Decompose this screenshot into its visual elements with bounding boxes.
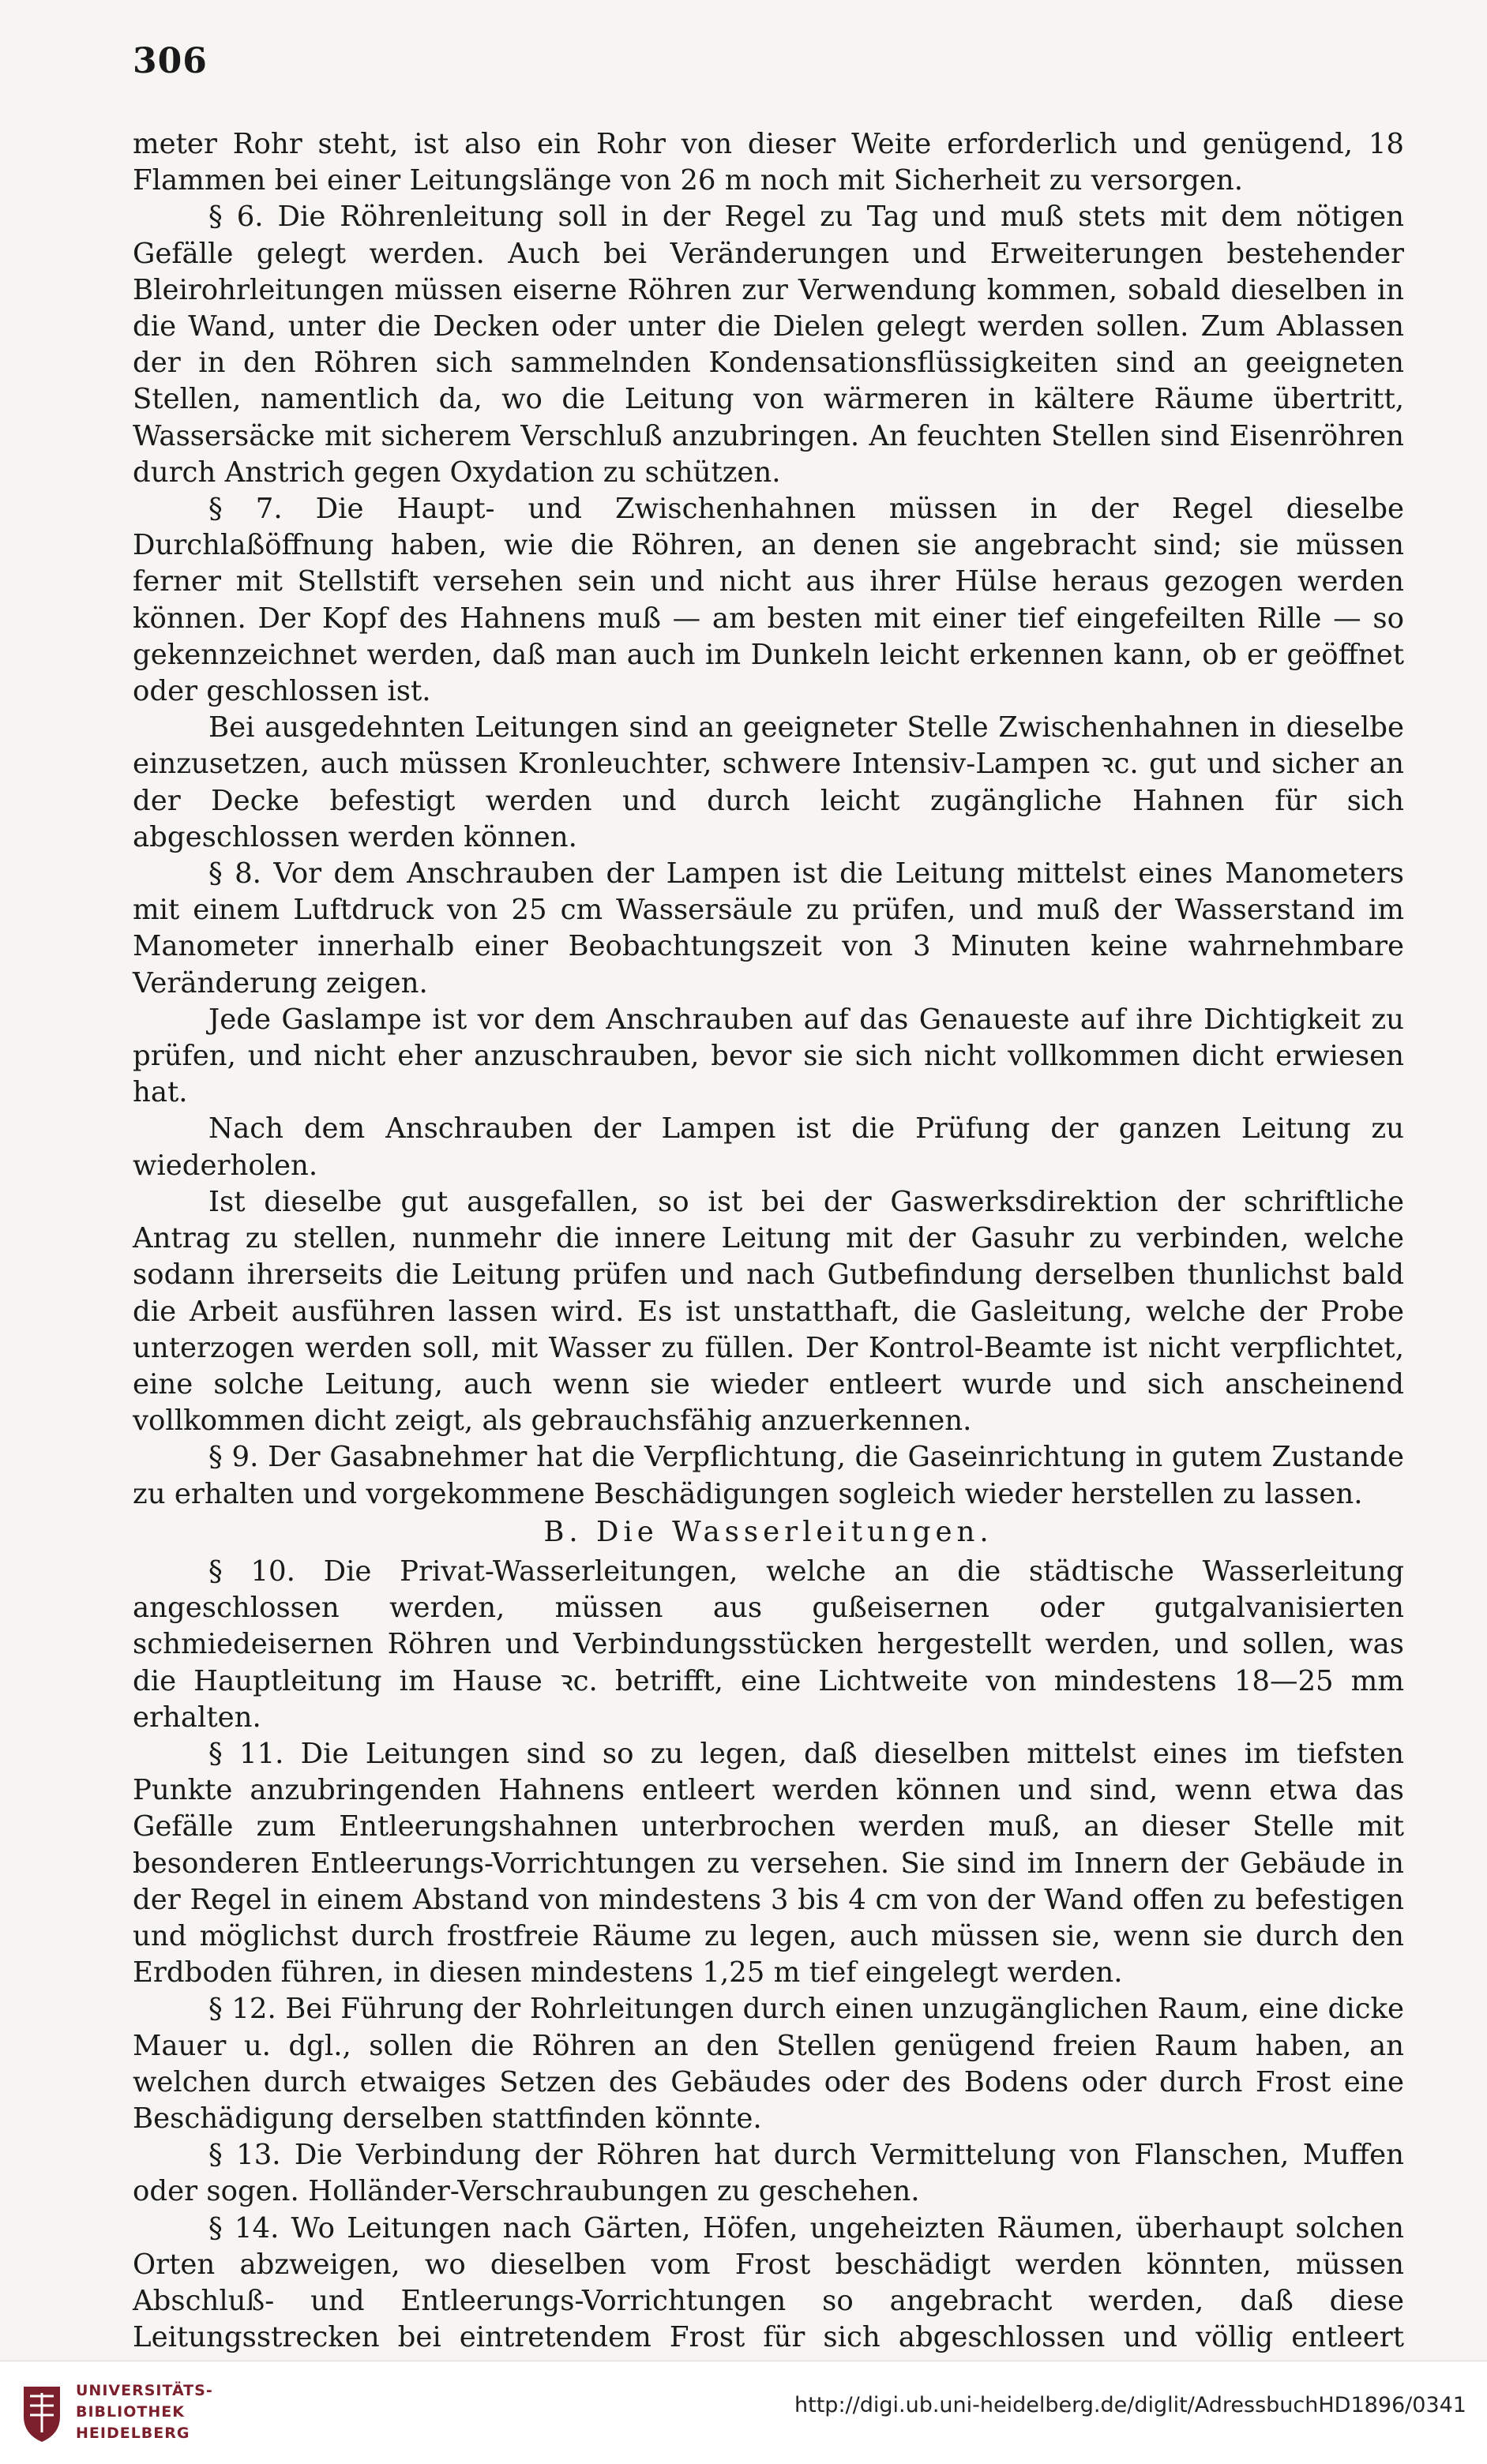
section-heading: B. Die Wasserleitungen. <box>543 1515 993 1548</box>
logo-line: HEIDELBERG <box>76 2425 190 2442</box>
paragraph-section-11: § 11. Die Leitungen sind so zu legen, daß dieselben mittelst eines im tiefsten Punkte anzubringenden Hahnens entleert werden können und sind, wenn etwa das Gefälle zum Entleerungshahnen unterbrochen werden muß, an dieser Stelle mit besonderen Entleerungs-Vorrichtungen zu versehen. Sie sind im Innern der Gebäude in der Regel in einem Abstand von mindestens 3 bis 4 cm von der Wand offen zu befestigen und möglichst durch frostfreie Räume zu legen, auch müssen sie, wenn sie durch den Erdboden führen, in diesen mindestens 1,25 m tief eingelegt werden. <box>133 1737 1404 1990</box>
footer-bar <box>0 2361 1487 2464</box>
paragraph: Jede Gaslampe ist vor dem Anschrauben auf das Genaueste auf ihre Dichtigkeit zu prüfen, und nicht eher anzuschrauben, bevor sie sich nicht vollkommen dicht erwiesen hat. <box>133 1003 1404 1109</box>
page-number: 306 <box>133 41 208 81</box>
paragraph-section-10: § 10. Die Privat-Wasserleitungen, welche an die städtische Wasserleitung angeschlossen werden, müssen aus gußeisernen oder gutgalvanisierten schmiedeisernen Röhren und Verbindungsstücken hergestellt werden, und sollen, was die Hauptleitung im Hause ꝛc. betrifft, eine Lichtweite von mindestens 18—25 mm erhalten. <box>133 1555 1404 1734</box>
paragraph-section-7: § 7. Die Haupt- und Zwischenhahnen müssen in der Regel dieselbe Durchlaßöffnung haben, wie die Röhren, an denen sie angebracht sind; sie müssen ferner mit Stellstift versehen sein und nicht aus ihrer Hülse heraus gezogen werden können. Der Kopf des Hahnens muß — am besten mit einer tief eingefeilten Rille — so gekennzeichnet werden, daß man auch im Dunkeln leicht erkennen kann, ob er geöffnet oder geschlossen ist. <box>133 493 1404 708</box>
logo-line: BIBLIOTHEK <box>76 2403 185 2421</box>
paragraph-section-14: § 14. Wo Leitungen nach Gärten, Höfen, ungeheizten Räumen, überhaupt solchen Orten abzweigen, wo dieselben vom Frost beschädigt werden könnten, müssen Abschluß- und Entleerungs-Vorrichtungen so angebracht werden, daß diese Leitungsstrecken bei eintretendem Frost für sich abgeschlossen und völlig entleert <box>133 2211 1404 2354</box>
paragraph-section-13: § 13. Die Verbindung der Röhren hat durch Vermittelung von Flanschen, Muffen oder sogen. Holländer-Verschraubungen zu geschehen. <box>133 2139 1404 2208</box>
paragraph: meter Rohr steht, ist also ein Rohr von dieser Weite erforderlich und genügend, 18 Flammen bei einer Leitungslänge von 26 m noch mit Sicherheit zu versorgen. <box>133 128 1404 197</box>
paragraph-section-8: § 8. Vor dem Anschrauben der Lampen ist die Leitung mittelst eines Manometers mit einem Luftdruck von 25 cm Wassersäule zu prüfen, und muß der Wasserstand im Manometer innerhalb einer Beobachtungszeit von 3 Minuten keine wahrnehmbare Veränderung zeigen. <box>133 857 1404 999</box>
paragraph-section-6: § 6. Die Röhrenleitung soll in der Regel zu Tag und muß stets mit dem nötigen Gefälle gelegt werden. Auch bei Veränderungen und Erweiterungen bestehender Bleirohrleitungen müssen eiserne Röhren zur Verwendung kommen, sobald dieselben in die Wand, unter die Decken oder unter die Dielen gelegt werden sollen. Zum Ablassen der in den Röhren sich sammelnden Kondensationsflüssigkeiten sind an geeigneten Stellen, namentlich da, wo die Leitung von wärmeren in kältere Räume übertritt, Wassersäcke mit sicherem Verschluß anzubringen. An feuchten Stellen sind Eisenröhren durch Anstrich gegen Oxydation zu schützen. <box>133 201 1404 489</box>
paragraph-section-12: § 12. Bei Führung der Rohrleitungen durch einen unzugänglichen Raum, eine dicke Mauer u. dgl., sollen die Röhren an den Stellen genügend freien Raum haben, an welchen durch etwaiges Setzen des Gebäudes oder des Bodens oder durch Frost eine Beschädigung derselben stattfinden könnte. <box>133 1993 1404 2135</box>
body-text <box>133 126 1404 2393</box>
library-logo[interactable] <box>19 2379 335 2447</box>
paragraph: Nach dem Anschrauben der Lampen ist die Prüfung der ganzen Leitung zu wiederholen. <box>133 1112 1404 1182</box>
library-crest-icon <box>19 2382 65 2445</box>
source-url-link[interactable]: http://digi.ub.uni-heidelberg.de/diglit/AdressbuchHD1896/0341 <box>794 2393 1466 2417</box>
paragraph-section-9: § 9. Der Gasabnehmer hat die Verpflichtung, die Gaseinrichtung in gutem Zustande zu erhalten und vorgekommene Beschädigungen sogleich wieder herstellen zu lassen. <box>133 1441 1404 1510</box>
paragraph: Bei ausgedehnten Leitungen sind an geeigneter Stelle Zwischenhahnen in dieselbe einzusetzen, auch müssen Kronleuchter, schwere Intensiv-Lampen ꝛc. gut und sicher an der Decke befestigt werden und durch leicht zugängliche Hahnen für sich abgeschlossen werden können. <box>133 711 1404 853</box>
paragraph: Ist dieselbe gut ausgefallen, so ist bei der Gaswerksdirektion der schriftliche Antrag zu stellen, nunmehr die innere Leitung mit der Gasuhr zu verbinden, welche sodann ihrerseits die Leitung prüfen und nach Gutbefindung derselben thunlichst bald die Arbeit ausführen lassen wird. Es ist unstatthaft, die Gasleitung, welche der Probe unterzogen werden soll, mit Wasser zu füllen. Der Kontrol-Beamte ist nicht verpflichtet, eine solche Leitung, auch wenn sie wieder entleert wurde und sich anscheinend vollkommen dicht zeigt, als gebrauchsfähig anzuerkennen. <box>133 1185 1404 1438</box>
logo-line: UNIVERSITÄTS- <box>76 2382 213 2399</box>
